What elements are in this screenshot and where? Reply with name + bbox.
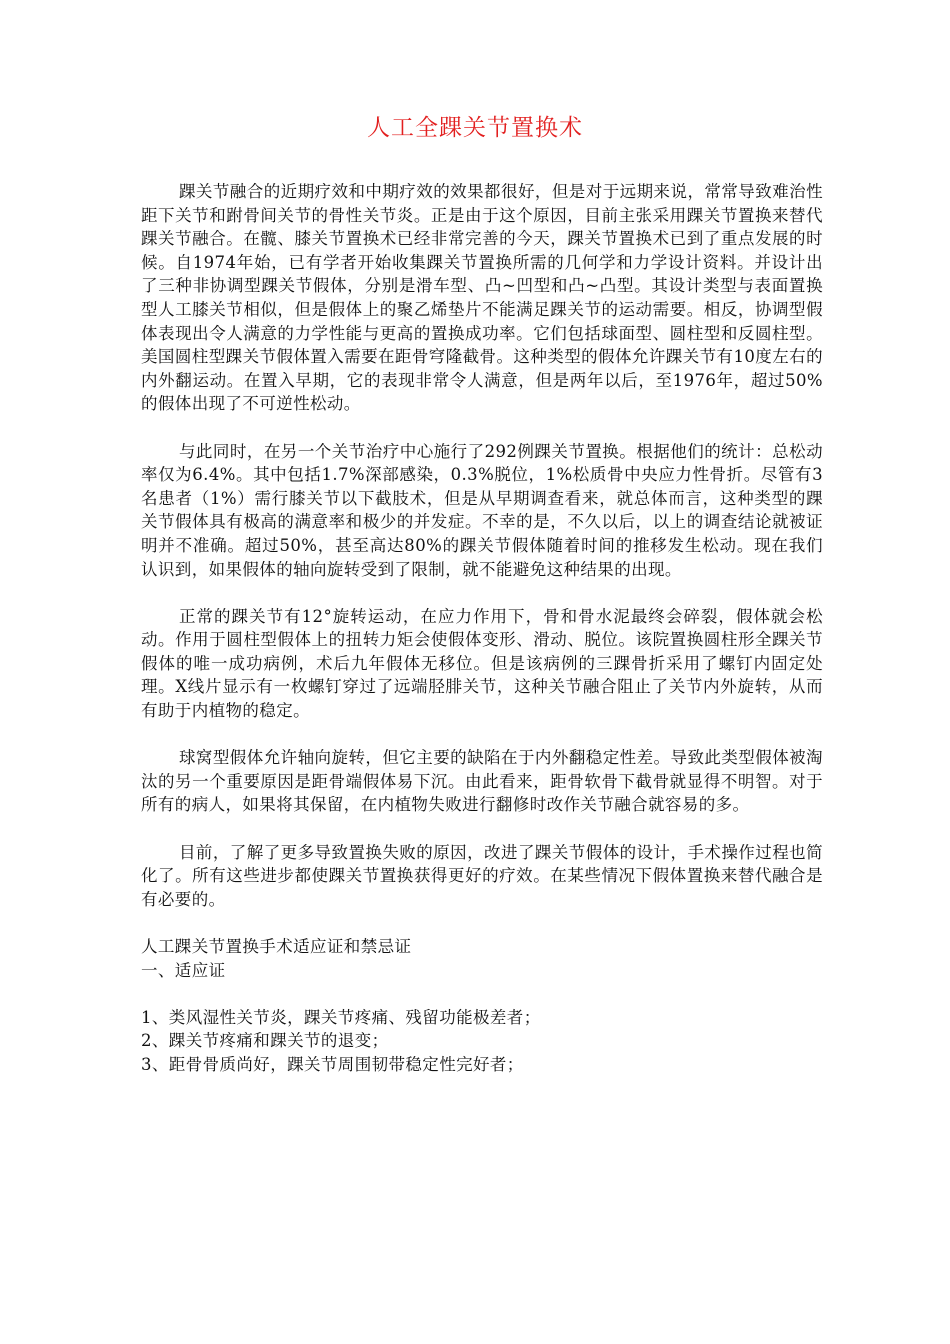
indication-item-3: 3、距骨骨质尚好，踝关节周围韧带稳定性完好者； [141,1054,524,1074]
paragraph-3: 正常的踝关节有12°旋转运动，在应力作用下，骨和骨水泥最终会碎裂，假体就会松动。作用于圆柱型假体上的扭转力矩会使假体变形、滑动、脱位。该院置换圆柱形全踝关节假体的唯一成功病例，术后九年假体无移位。但是该病例的三踝骨折采用了螺钉内固定处理。X线片显示有一枚螺钉穿过了远端胫腓关节，这种关节融合阻止了关节内外旋转，从而有助于内植物的稳定。 [141,606,823,721]
subsection-heading: 一、适应证 [141,960,226,980]
document-body [141,180,823,1077]
paragraph-1: 踝关节融合的近期疗效和中期疗效的效果都很好，但是对于远期来说，常常导致难治性距下关节和跗骨间关节的骨性关节炎。正是由于这个原因，目前主张采用踝关节置换来替代踝关节融合。在髋、膝关节置换术已经非常完善的今天，踝关节置换术已到了重点发展的时候。自1974年始，已有学者开始收集踝关节置换所需的几何学和力学设计资料。并设计出了三种非协调型踝关节假体，分别是滑车型、凸~凹型和凸~凸型。其设计类型与表面置换型人工膝关节相似，但是假体上的聚乙烯垫片不能满足踝关节的运动需要。相反，协调型假体表现出令人满意的力学性能与更高的置换成功率。它们包括球面型、圆柱型和反圆柱型。美国圆柱型踝关节假体置入需要在距骨穹隆截骨。这种类型的假体允许踝关节有10度左右的内外翻运动。在置入早期，它的表现非常令人满意，但是两年以后，至1976年，超过50%的假体出现了不可逆性松动。 [141,182,823,414]
section-heading: 人工踝关节置换手术适应证和禁忌证 [141,937,412,956]
indication-item-2: 2、踝关节疼痛和踝关节的退变； [141,1031,389,1051]
paragraph-2: 与此同时，在另一个关节治疗中心施行了292例踝关节置换。根据他们的统计：总松动率仅为6.4%。其中包括1.7%深部感染，0.3%脱位，1%松质骨中央应力性骨折。尽管有3名患者（1%）需行膝关节以下截肢术，但是从早期调查看来，就总体而言，这种类型的踝关节假体具有极高的满意率和极少的并发症。不幸的是，不久以后，以上的调查结论就被证明并不准确。超过50%，甚至高达80%的踝关节假体随着时间的推移发生松动。现在我们认识到，如果假体的轴向旋转受到了限制，就不能避免这种结果的出现。 [141,441,823,579]
paragraph-4: 球窝型假体允许轴向旋转，但它主要的缺陷在于内外翻稳定性差。导致此类型假体被淘汰的另一个重要原因是距骨端假体易下沉。由此看来，距骨软骨下截骨就显得不明智。对于所有的病人，如果将其保留，在内植物失败进行翻修时改作关节融合就容易的多。 [141,748,823,815]
paragraph-5: 目前，了解了更多导致置换失败的原因，改进了踝关节假体的设计，手术操作过程也简化了。所有这些进步都使踝关节置换获得更好的疗效。在某些情况下假体置换来替代融合是有必要的。 [141,842,823,909]
indication-item-1: 1、类风湿性关节炎，踝关节疼痛、残留功能极差者； [141,1007,541,1027]
spacer [141,982,823,1006]
document-title: 人工全踝关节置换术 [367,115,583,141]
